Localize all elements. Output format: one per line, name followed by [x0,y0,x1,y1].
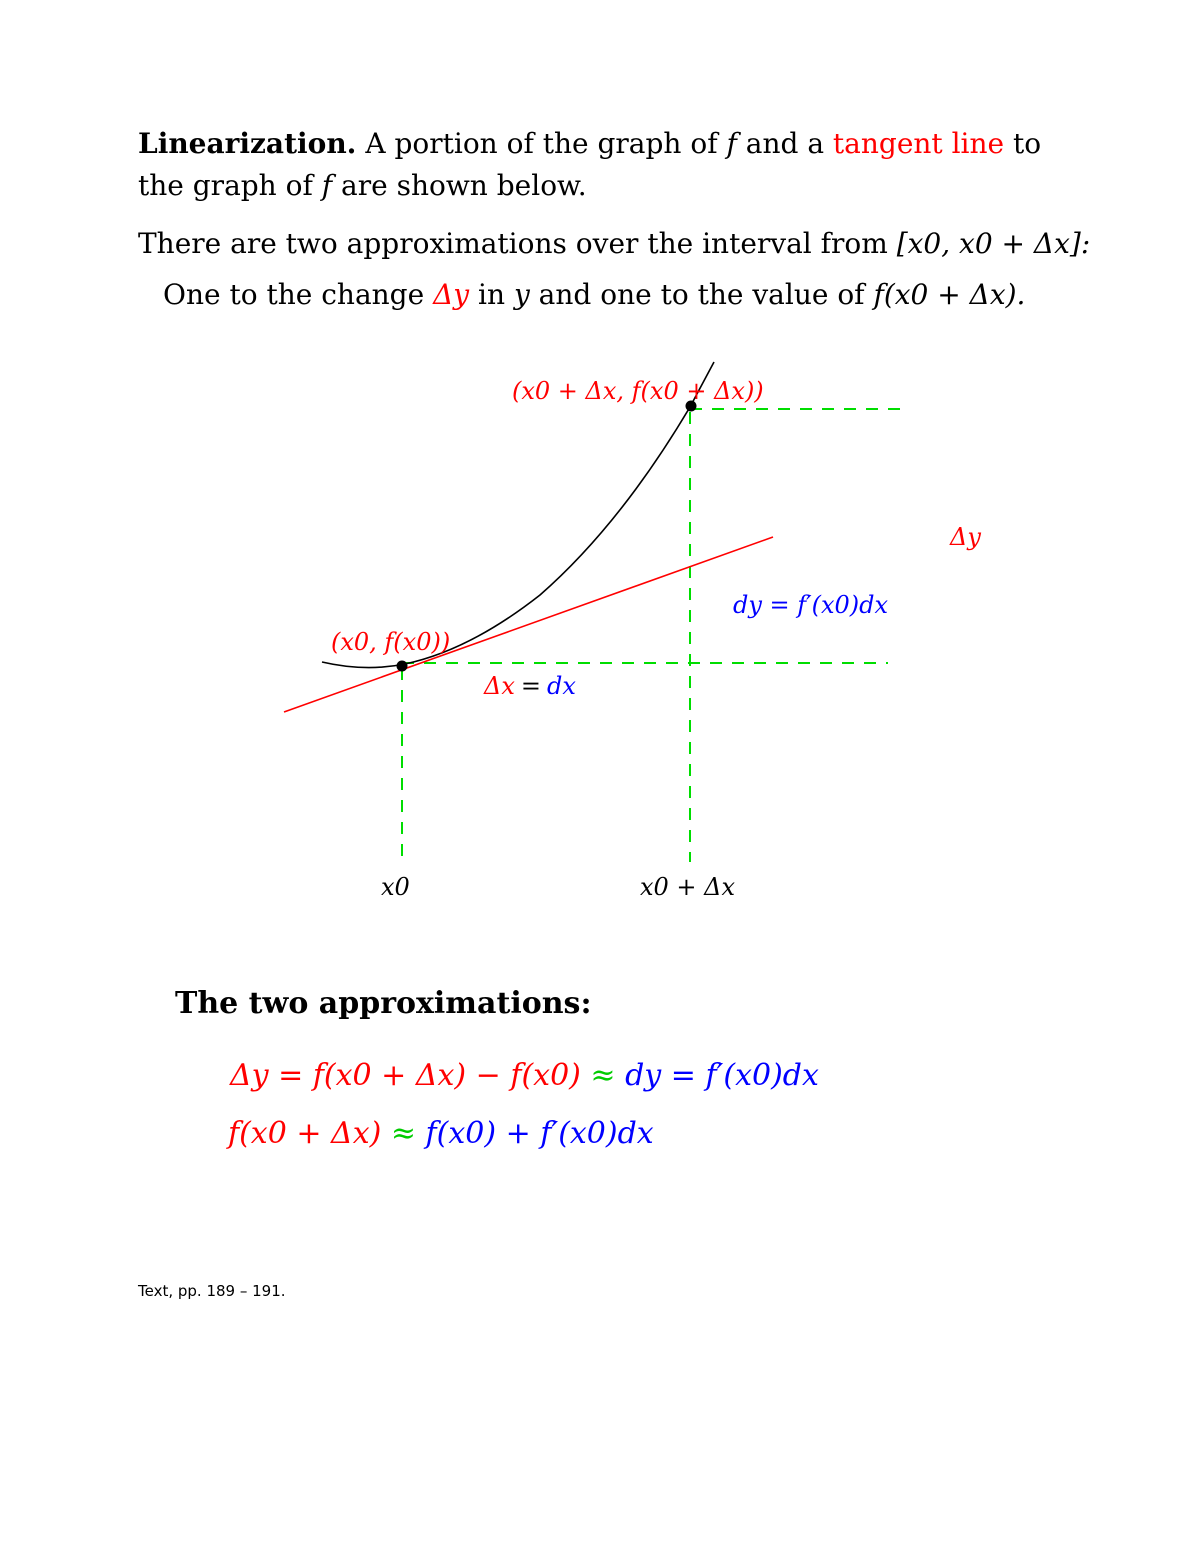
function-curve [322,362,714,668]
label-equals: = [520,672,541,700]
eq2-approx: ≈ [390,1116,416,1151]
approximations-heading: The two approximations: [175,986,592,1021]
intro-line2-end: are shown below. [341,169,587,202]
label-x0: x0 [381,873,410,901]
label-x0-dx: x0 + Δx [640,873,736,901]
intro-line2-f: f [321,169,333,202]
approx-expr: f(x0 + Δx). [873,278,1026,311]
intro-text-1: A portion of the graph of [365,127,718,160]
equation-2 [228,1114,654,1154]
label-dx: dx [546,672,576,700]
interval-text: There are two approximations over the interval from [138,227,888,260]
eq1-approx: ≈ [590,1058,616,1093]
label-point-bottom: (x0, f(x0)) [331,628,451,656]
label-delta-y: Δy [950,523,981,551]
eq1-rhs: dy = f′(x0)dx [625,1058,819,1093]
footer-reference: Text, pp. 189 – 191. [138,1282,286,1300]
label-delta-x: Δx [484,672,515,700]
section-title: Linearization. [138,127,357,160]
point-x0 [397,661,408,672]
intro-text-3: to [1013,127,1042,160]
eq2-lhs: f(x0 + Δx) [228,1116,382,1151]
approx-delta-y: Δy [433,278,470,311]
label-point-top: (x0 + Δx, f(x0 + Δx)) [512,377,764,405]
equation-1 [230,1056,819,1096]
eq2-rhs: f(x0) + f′(x0)dx [425,1116,654,1151]
intro-text-2: and a [745,127,825,160]
intro-line2-start: the graph of [138,169,313,202]
intro-tangent-line: tangent line [832,127,1005,160]
approx-text-3: and one to the value of [538,278,865,311]
label-dy: dy = f′(x0)dx [733,591,889,619]
approx-text-1: One to the change [163,278,425,311]
approx-y: y [513,278,530,311]
label-delta-x-eq [483,672,576,700]
eq1-lhs: Δy = f(x0 + Δx) − f(x0) [230,1058,581,1093]
interval-expr: [x0, x0 + Δx]: [896,227,1091,260]
intro-f: f [726,127,737,160]
approx-text-2: in [478,278,506,311]
